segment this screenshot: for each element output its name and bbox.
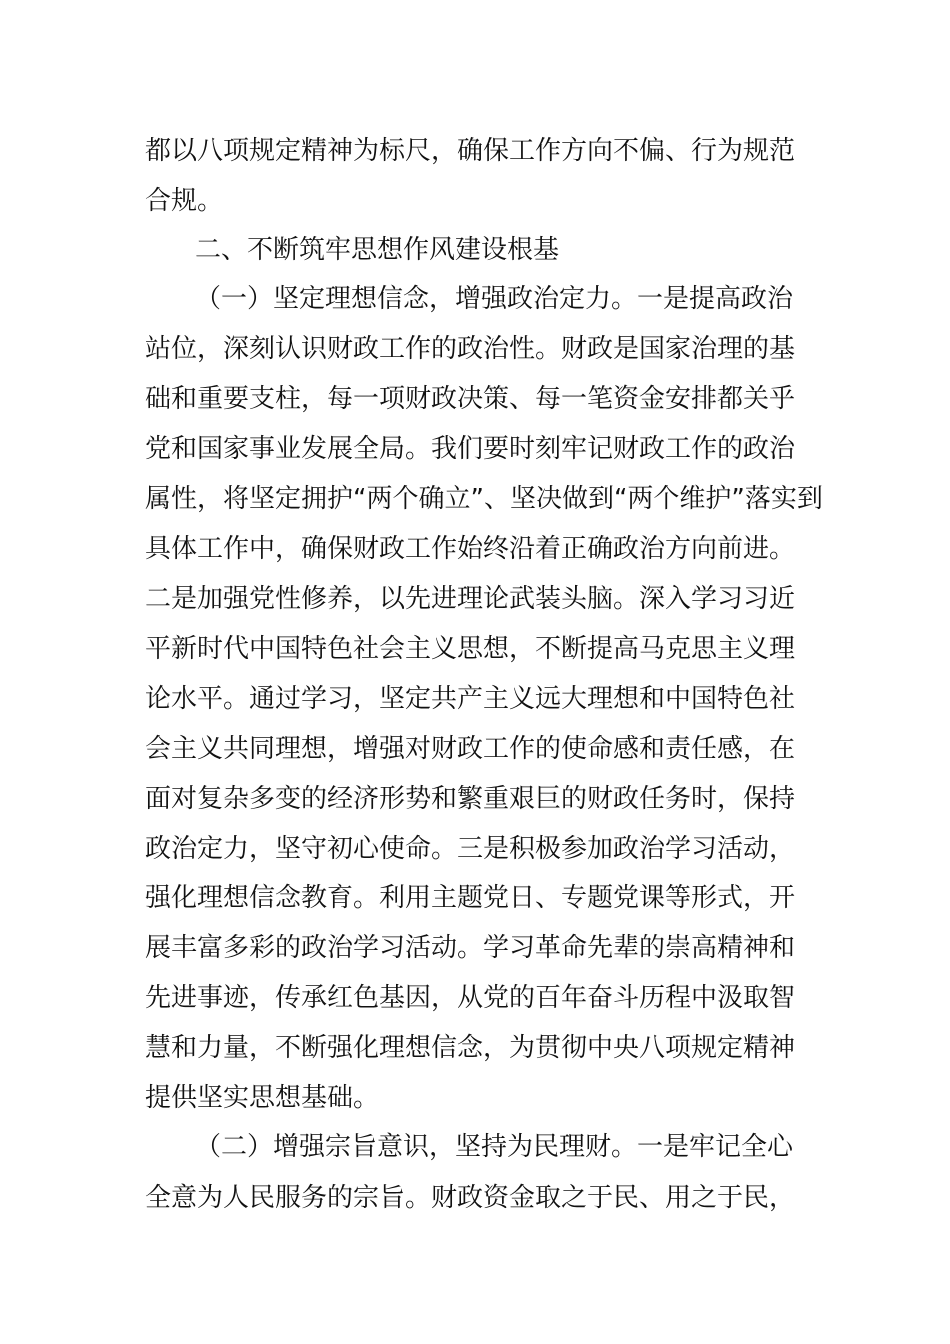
text-line: 慧和力量，不断强化理想信念，为贯彻中央八项规定精神 [145, 1033, 796, 1063]
text-line: 合规。 [145, 186, 224, 216]
text-line: 都以八项规定精神为标尺，确保工作方向不偏、行为规范 [145, 136, 796, 166]
text-line: 平新时代中国特色社会主义思想，不断提高马克思主义理 [145, 634, 796, 664]
text-line: 站位，深刻认识财政工作的政治性。财政是国家治理的基 [145, 334, 796, 364]
text-line: 全意为人民服务的宗旨。财政资金取之于民、用之于民， [145, 1183, 796, 1213]
text-line: 党和国家事业发展全局。我们要时刻牢记财政工作的政治 [145, 434, 796, 464]
text-line: 属性，将坚定拥护“两个确立”、坚决做到“两个维护”落实到 [145, 484, 823, 514]
text-line: 础和重要支柱，每一项财政决策、每一笔资金安排都关乎 [145, 384, 796, 414]
text-line: 强化理想信念教育。利用主题党日、专题党课等形式，开 [145, 883, 796, 913]
text-line: 提供坚实思想基础。 [145, 1083, 380, 1113]
text-line: 面对复杂多变的经济形势和繁重艰巨的财政任务时，保持 [145, 784, 796, 814]
text-line: 会主义共同理想，增强对财政工作的使命感和责任感，在 [145, 734, 796, 764]
text-line: 具体工作中，确保财政工作始终沿着正确政治方向前进。 [145, 534, 796, 564]
text-line: 二是加强党性修养，以先进理论武装头脑。深入学习习近 [145, 584, 796, 614]
text-line: （一）坚定理想信念，增强政治定力。一是提高政治 [195, 284, 794, 314]
text-line: 先进事迹，传承红色基因，从党的百年奋斗历程中汲取智 [145, 983, 796, 1013]
text-line: 展丰富多彩的政治学习活动。学习革命先辈的崇高精神和 [145, 933, 796, 963]
text-line: 论水平。通过学习，坚定共产主义远大理想和中国特色社 [145, 684, 796, 714]
text-line: 政治定力，坚守初心使命。三是积极参加政治学习活动， [145, 834, 796, 864]
text-line: （二）增强宗旨意识，坚持为民理财。一是牢记全心 [195, 1132, 794, 1162]
section-heading: 二、不断筑牢思想作风建设根基 [195, 235, 560, 265]
